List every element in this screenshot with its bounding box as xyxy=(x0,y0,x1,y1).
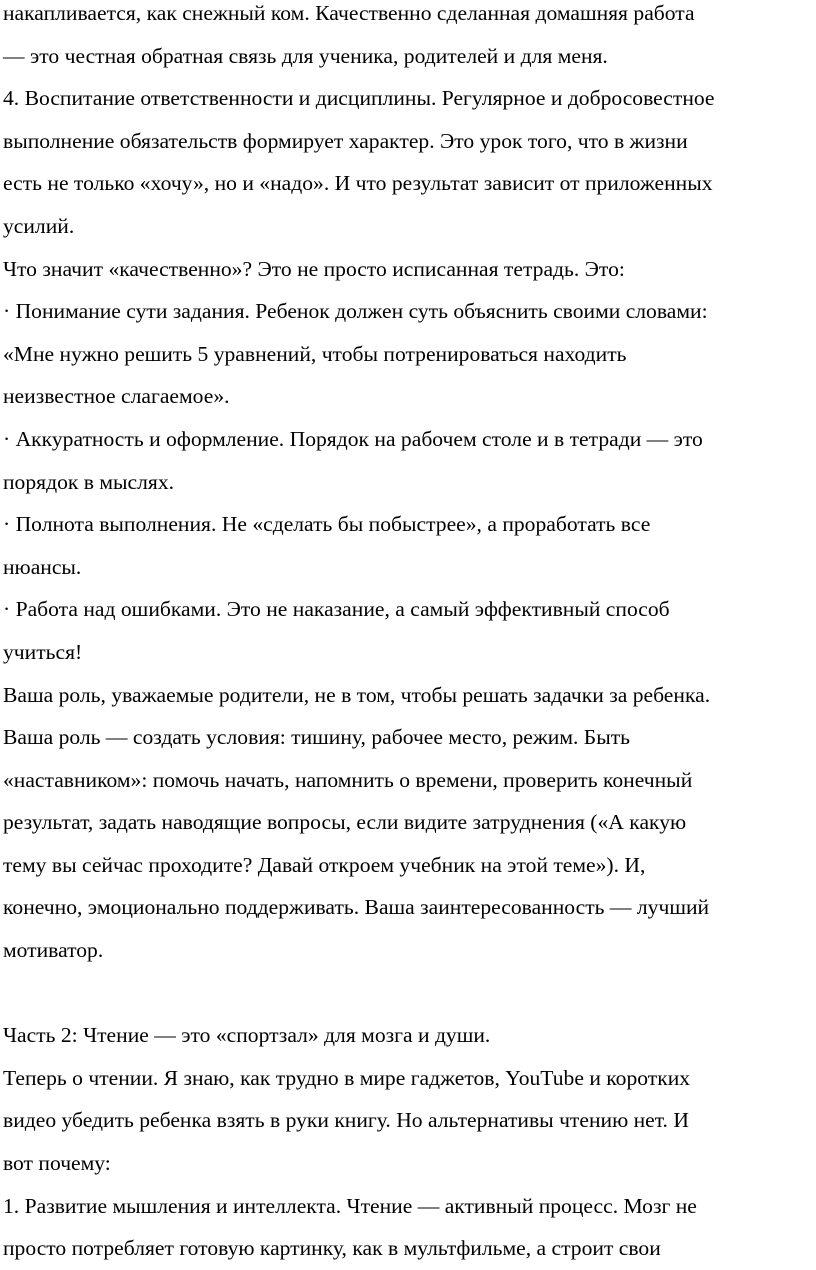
text-line: 4. Воспитание ответственности и дисциплины. Регулярное и добросовестное xyxy=(3,86,715,111)
text-line: нюансы. xyxy=(3,554,82,579)
text-line: тему вы сейчас проходите? Давай откроем учебник на этой теме»). И, xyxy=(3,852,646,877)
text-line: выполнение обязательств формирует характер. Это урок того, что в жизни xyxy=(3,128,688,153)
list-item-line: · Понимание сути задания. Ребенок должен суть объяснить своими словами: xyxy=(3,299,708,324)
text-line: накапливается, как снежный ком. Качественно сделанная домашняя работа xyxy=(3,1,695,25)
text-line: Ваша роль, уважаемые родители, не в том, чтобы решать задачки за ребенка. xyxy=(3,682,711,707)
list-item-line: · Аккуратность и оформление. Порядок на рабочем столе и в тетради — это xyxy=(3,426,703,451)
text-line: результат, задать наводящие вопросы, если видите затруднения («А какую xyxy=(3,810,687,835)
text-line: Что значит «качественно»? Это не просто исписанная тетрадь. Это: xyxy=(3,256,625,281)
document-page xyxy=(3,0,811,1270)
list-item-line: · Полнота выполнения. Не «сделать бы побыстрее», а проработать все xyxy=(3,512,651,537)
text-line: усилий. xyxy=(3,213,75,238)
text-line: конечно, эмоционально поддерживать. Ваша заинтересованность — лучший xyxy=(3,895,710,920)
text-line: учиться! xyxy=(3,639,83,664)
text-line: есть не только «хочу», но и «надо». И что результат зависит от приложенных xyxy=(3,171,713,196)
text-line: просто потребляет готовую картинку, как в мультфильме, а строит свои xyxy=(3,1236,661,1261)
text-line: «наставником»: помочь начать, напомнить о времени, проверить конечный xyxy=(3,767,693,792)
list-item-line: · Работа над ошибками. Это не наказание, а самый эффективный способ xyxy=(3,597,670,622)
text-line: неизвестное слагаемое». xyxy=(3,384,230,409)
text-line: мотиватор. xyxy=(3,938,104,963)
text-line: порядок в мыслях. xyxy=(3,469,175,494)
text-line: — это честная обратная связь для ученика, родителей и для меня. xyxy=(3,43,608,68)
section-heading: Часть 2: Чтение — это «спортзал» для мозга и души. xyxy=(3,1023,491,1048)
text-line: Теперь о чтении. Я знаю, как трудно в мире гаджетов, YouTube и коротких xyxy=(3,1065,691,1090)
text-line: 1. Развитие мышления и интеллекта. Чтение — активный процесс. Мозг не xyxy=(3,1193,697,1218)
blank-line xyxy=(3,972,811,1015)
text-line: Ваша роль — создать условия: тишину, рабочее место, режим. Быть xyxy=(3,725,630,750)
text-line: «Мне нужно решить 5 уравнений, чтобы потренироваться находить xyxy=(3,341,627,366)
text-line: вот почему: xyxy=(3,1151,111,1176)
text-line: видео убедить ребенка взять в руки книгу. Но альтернативы чтению нет. И xyxy=(3,1108,689,1133)
